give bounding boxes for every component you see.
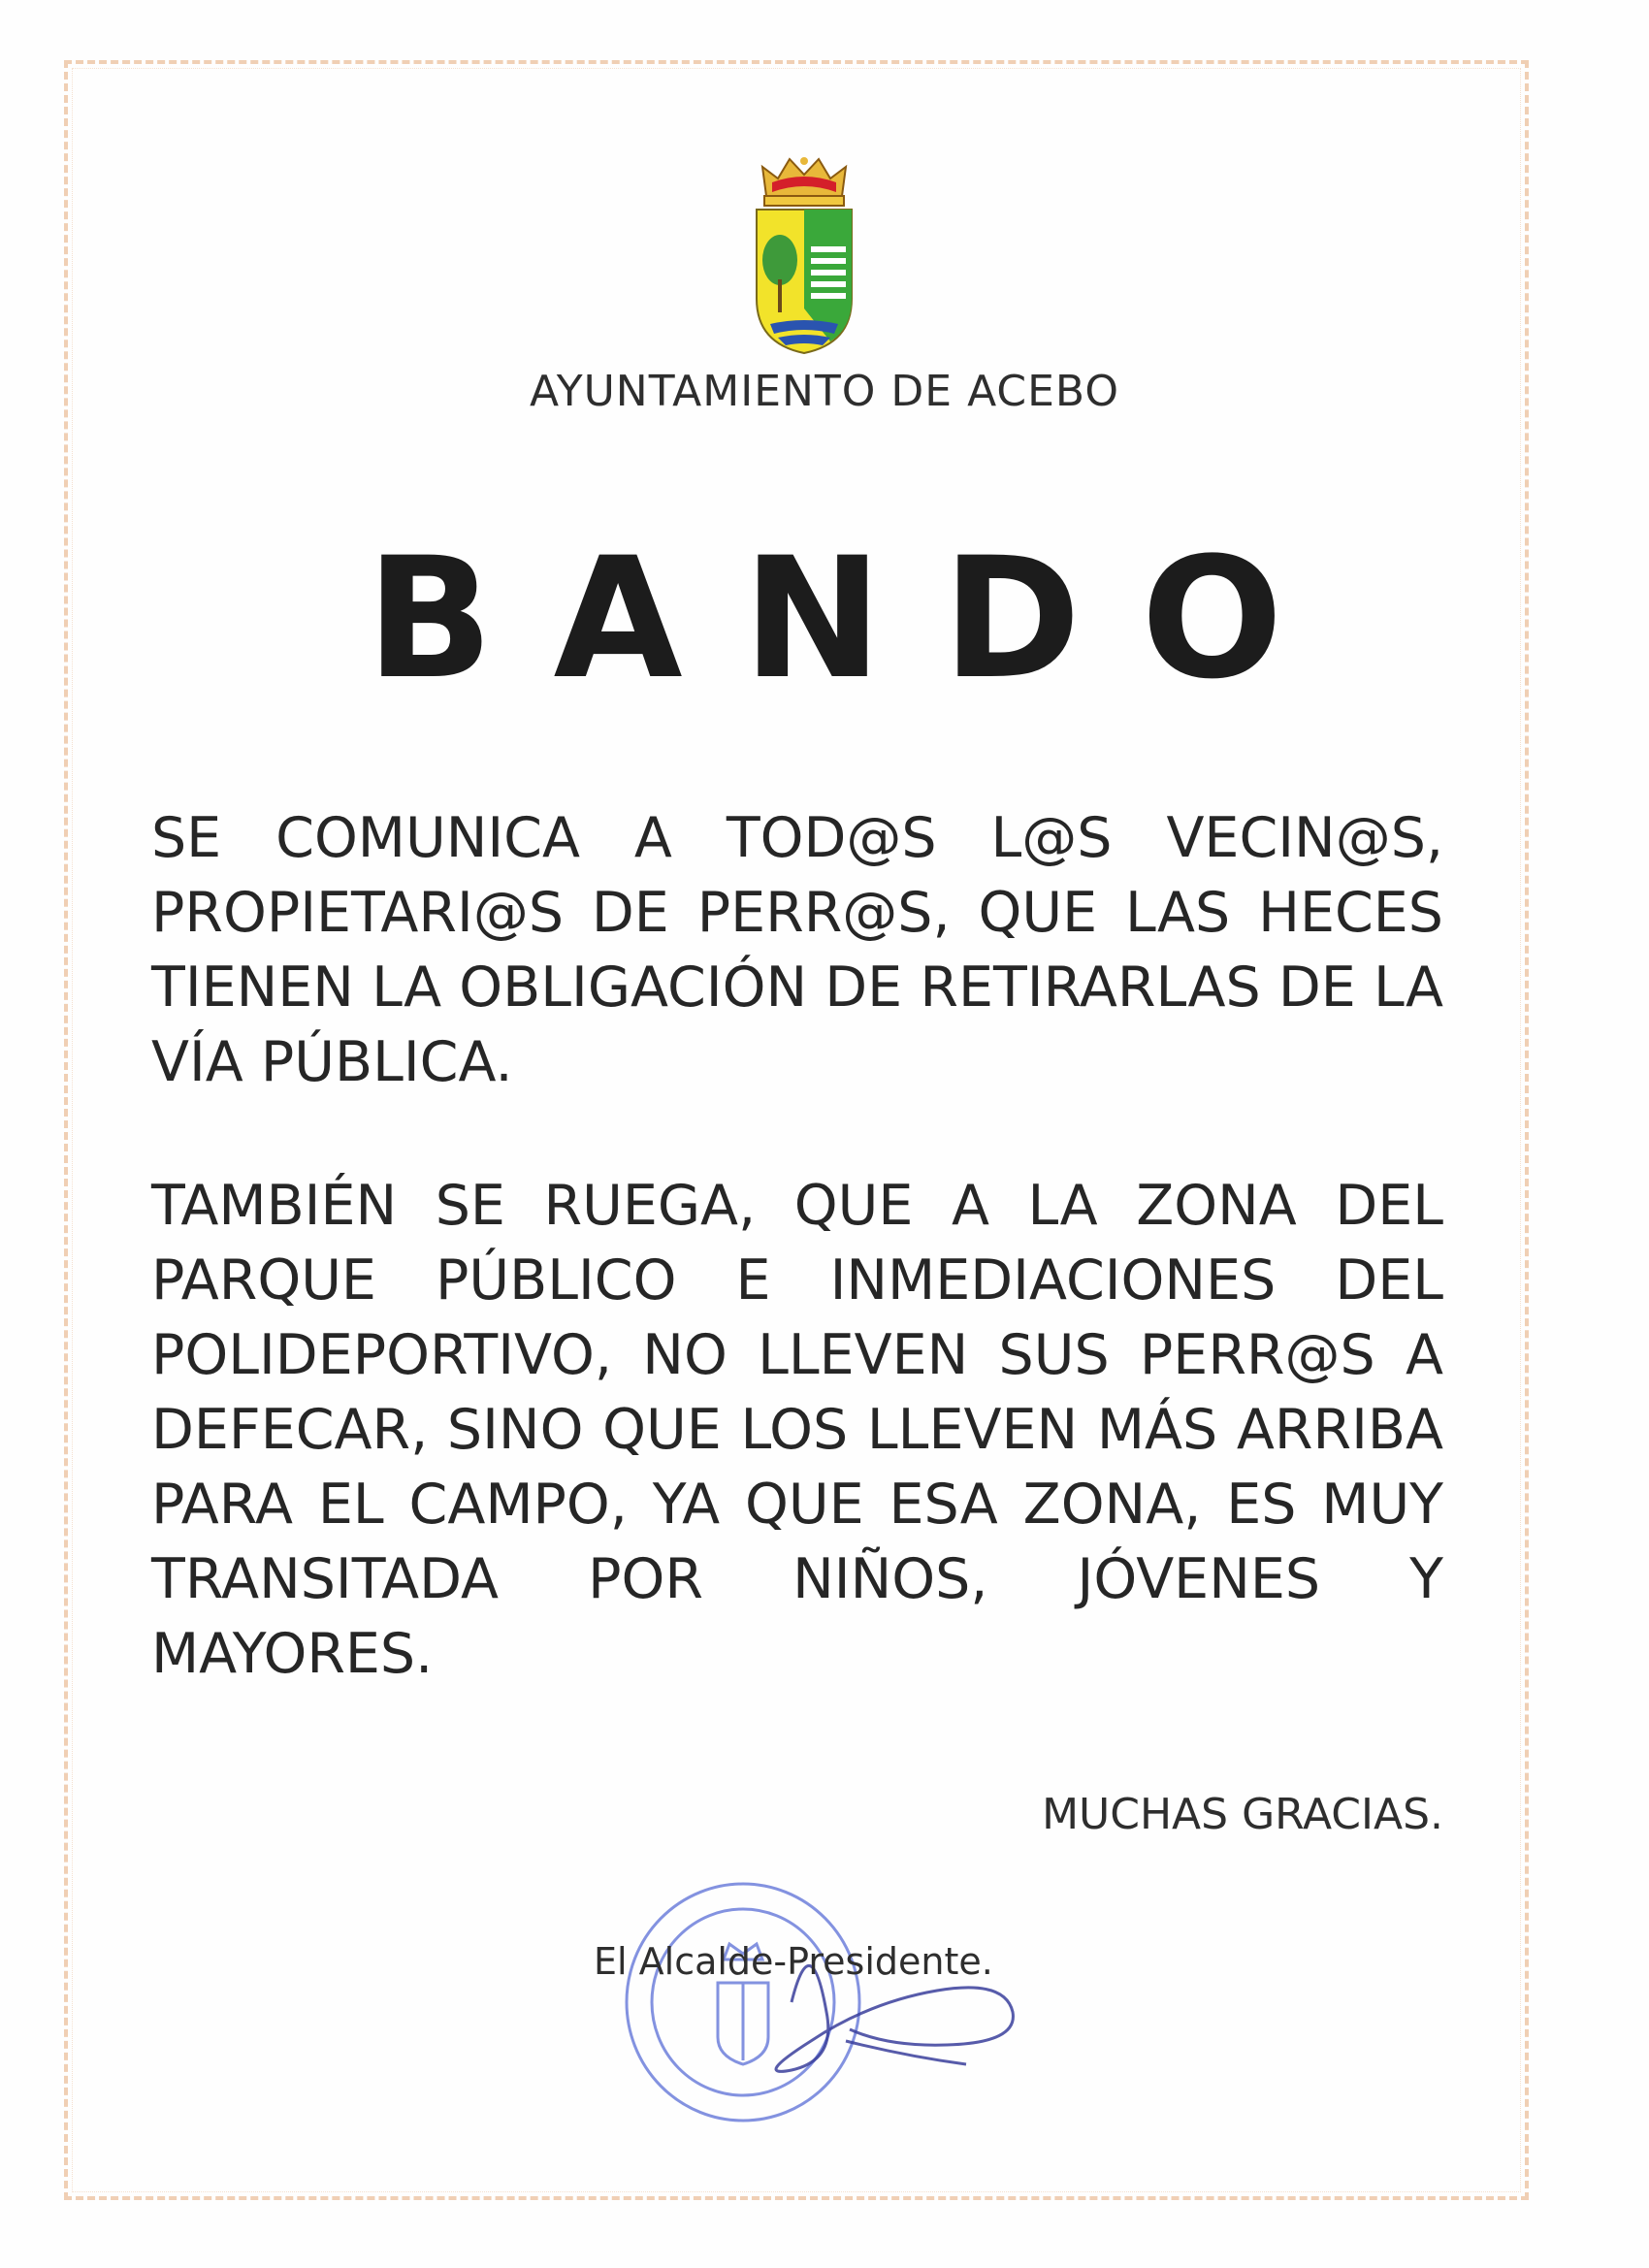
organization-name: AYUNTAMIENTO DE ACEBO: [530, 367, 1119, 416]
closing-text: MUCHAS GRACIAS.: [1042, 1790, 1443, 1839]
page-title: BANDO: [366, 521, 1343, 716]
notice-paragraph-1: SE COMUNICA A TOD@S L@S VECIN@S, PROPIETARI@S DE PERR@S, QUE LAS HECES TIENEN LA OBLIGACIÓN DE RETIRARLAS DE LA VÍA PÚBLICA.: [151, 806, 1443, 1094]
signer-title: El Alcalde-Presidente.: [594, 1940, 993, 1983]
coat-of-arms-icon: [753, 153, 856, 359]
notice-paragraph-2: TAMBIÉN SE RUEGA, QUE A LA ZONA DEL PARQUE PÚBLICO E INMEDIACIONES DEL POLIDEPORTIVO, NO LLEVEN SUS PERR@S A DEFECAR, SINO QUE LOS LLEVEN MÁS ARRIBA PARA EL CAMPO, YA QUE ESA ZONA, ES MUY TRANSITADA POR NIÑOS, JÓVENES Y MAYORES.: [151, 1174, 1443, 1686]
